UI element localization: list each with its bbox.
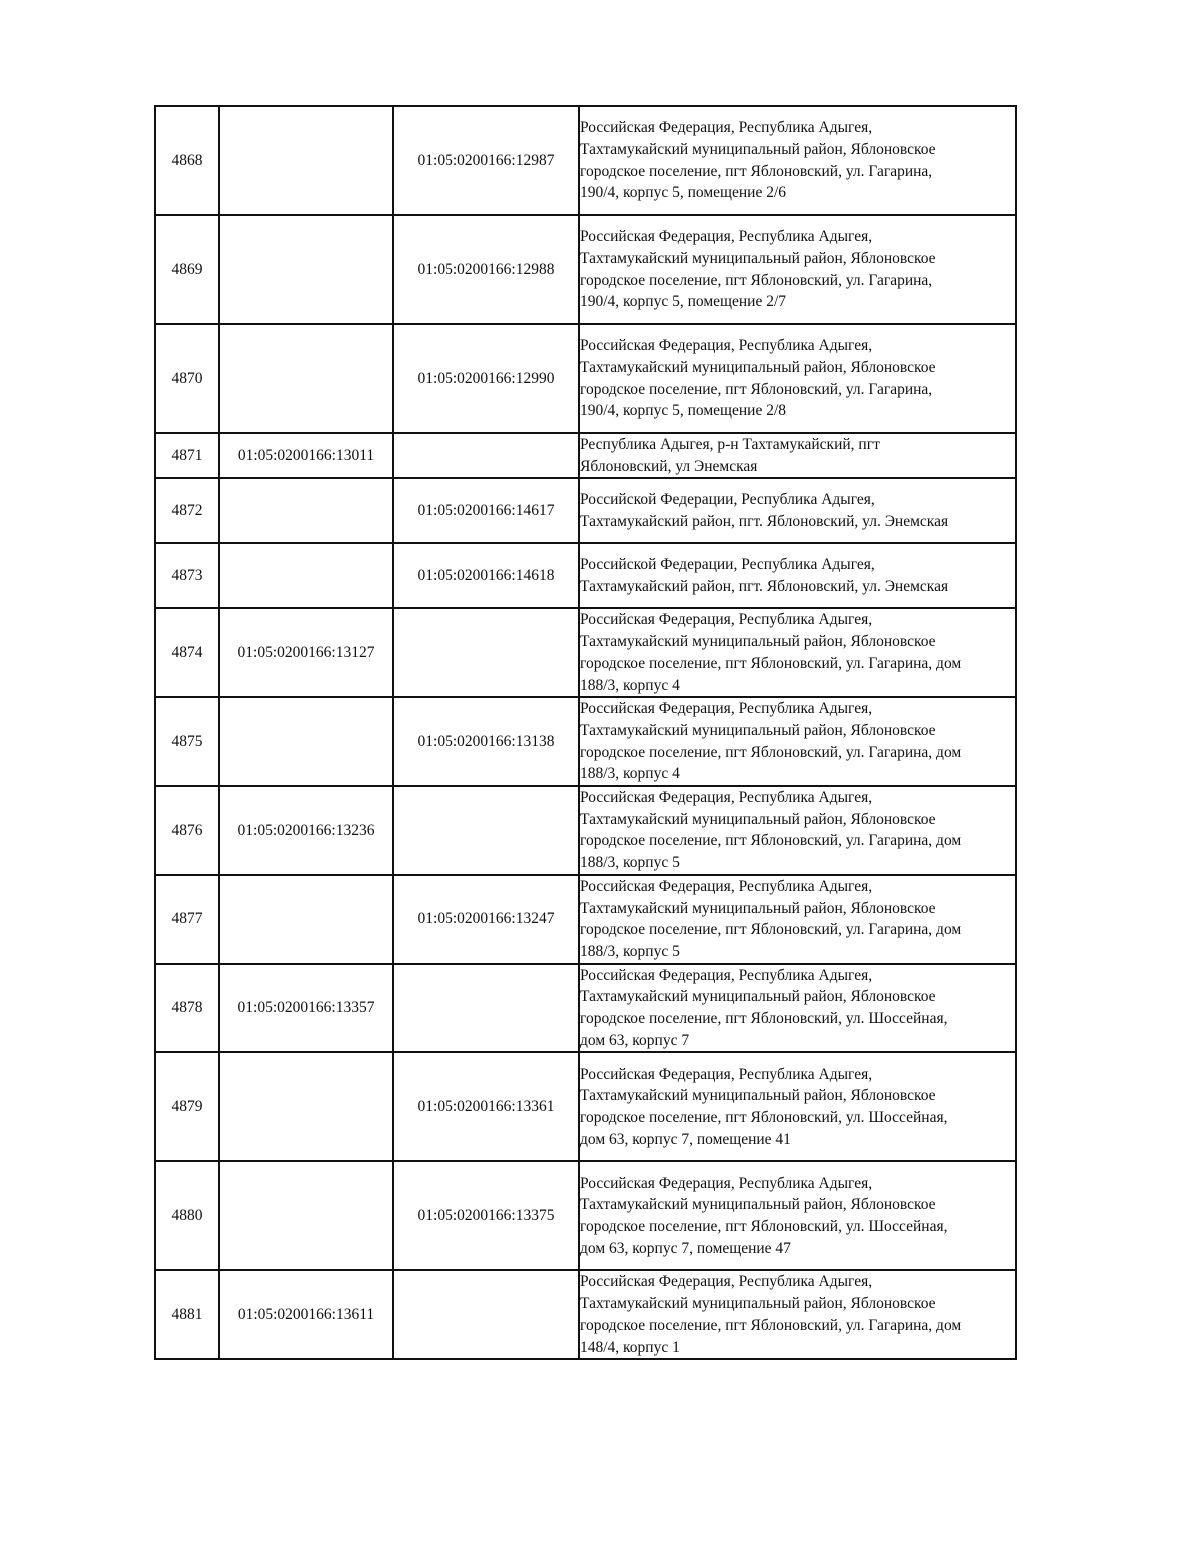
- row-number-cell: 4881: [155, 1270, 219, 1359]
- table-row: [155, 697, 1016, 786]
- registry-table: [154, 105, 1017, 1360]
- cadastral-object-cell: [393, 964, 579, 1053]
- address-cell: Российская Федерация, Республика Адыгея, Тахтамукайский муниципальный район, Яблоновское городское поселение, пгт Яблоновский, ул. Гагарина, дом 188/3, корпус 5: [579, 786, 1016, 875]
- cadastral-object-cell: 01:05:0200166:13375: [393, 1161, 579, 1270]
- address-cell: Российская Федерация, Республика Адыгея, Тахтамукайский муниципальный район, Яблоновское городское поселение, пгт Яблоновский, ул. Гагарина, дом 188/3, корпус 4: [579, 608, 1016, 697]
- row-number-cell: 4878: [155, 964, 219, 1053]
- row-number-cell: 4873: [155, 543, 219, 608]
- address-cell: Российская Федерация, Республика Адыгея, Тахтамукайский муниципальный район, Яблоновское городское поселение, пгт Яблоновский, ул. Гагарина, дом 148/4, корпус 1: [579, 1270, 1016, 1359]
- cadastral-land-cell: [219, 478, 393, 543]
- cadastral-object-cell: 01:05:0200166:14617: [393, 478, 579, 543]
- registry-table-body: [155, 106, 1016, 1359]
- row-number-cell: 4879: [155, 1052, 219, 1161]
- row-number-cell: 4874: [155, 608, 219, 697]
- table-row: [155, 786, 1016, 875]
- cadastral-land-cell: [219, 697, 393, 786]
- row-number-cell: 4868: [155, 106, 219, 215]
- cadastral-object-cell: 01:05:0200166:12990: [393, 324, 579, 433]
- table-row: [155, 608, 1016, 697]
- address-cell: Российская Федерация, Республика Адыгея, Тахтамукайский муниципальный район, Яблоновское городское поселение, пгт Яблоновский, ул. Гагарина, 190/4, корпус 5, помещение 2/6: [579, 106, 1016, 215]
- table-row: [155, 543, 1016, 608]
- table-row: [155, 478, 1016, 543]
- row-number-cell: 4871: [155, 433, 219, 478]
- table-row: [155, 106, 1016, 215]
- address-cell: Российская Федерация, Республика Адыгея, Тахтамукайский муниципальный район, Яблоновское городское поселение, пгт Яблоновский, ул. Шоссейная, дом 63, корпус 7, помещение 47: [579, 1161, 1016, 1270]
- cadastral-object-cell: 01:05:0200166:13247: [393, 875, 579, 964]
- table-row: [155, 1161, 1016, 1270]
- cadastral-object-cell: [393, 1270, 579, 1359]
- cadastral-land-cell: 01:05:0200166:13011: [219, 433, 393, 478]
- table-row: [155, 324, 1016, 433]
- cadastral-land-cell: [219, 324, 393, 433]
- cadastral-land-cell: 01:05:0200166:13357: [219, 964, 393, 1053]
- cadastral-object-cell: 01:05:0200166:13361: [393, 1052, 579, 1161]
- row-number-cell: 4870: [155, 324, 219, 433]
- address-cell: Республика Адыгея, р-н Тахтамукайский, пгт Яблоновский, ул Энемская: [579, 433, 1016, 478]
- table-row: [155, 1052, 1016, 1161]
- row-number-cell: 4869: [155, 215, 219, 324]
- address-cell: Российская Федерация, Республика Адыгея, Тахтамукайский муниципальный район, Яблоновское городское поселение, пгт Яблоновский, ул. Гагарина, дом 188/3, корпус 4: [579, 697, 1016, 786]
- address-cell: Российской Федерации, Республика Адыгея, Тахтамукайский район, пгт. Яблоновский, ул. Энемская: [579, 543, 1016, 608]
- address-cell: Российская Федерация, Республика Адыгея, Тахтамукайский муниципальный район, Яблоновское городское поселение, пгт Яблоновский, ул. Шоссейная, дом 63, корпус 7, помещение 41: [579, 1052, 1016, 1161]
- cadastral-land-cell: [219, 106, 393, 215]
- address-cell: Российская Федерация, Республика Адыгея, Тахтамукайский муниципальный район, Яблоновское городское поселение, пгт Яблоновский, ул. Шоссейная, дом 63, корпус 7: [579, 964, 1016, 1053]
- cadastral-object-cell: [393, 786, 579, 875]
- cadastral-land-cell: 01:05:0200166:13236: [219, 786, 393, 875]
- address-cell: Российской Федерации, Республика Адыгея, Тахтамукайский район, пгт. Яблоновский, ул. Энемская: [579, 478, 1016, 543]
- address-cell: Российская Федерация, Республика Адыгея, Тахтамукайский муниципальный район, Яблоновское городское поселение, пгт Яблоновский, ул. Гагарина, 190/4, корпус 5, помещение 2/8: [579, 324, 1016, 433]
- address-cell: Российская Федерация, Республика Адыгея, Тахтамукайский муниципальный район, Яблоновское городское поселение, пгт Яблоновский, ул. Гагарина, 190/4, корпус 5, помещение 2/7: [579, 215, 1016, 324]
- row-number-cell: 4872: [155, 478, 219, 543]
- cadastral-land-cell: 01:05:0200166:13611: [219, 1270, 393, 1359]
- cadastral-object-cell: [393, 433, 579, 478]
- table-row: [155, 433, 1016, 478]
- address-cell: Российская Федерация, Республика Адыгея, Тахтамукайский муниципальный район, Яблоновское городское поселение, пгт Яблоновский, ул. Гагарина, дом 188/3, корпус 5: [579, 875, 1016, 964]
- table-row: [155, 875, 1016, 964]
- row-number-cell: 4880: [155, 1161, 219, 1270]
- row-number-cell: 4876: [155, 786, 219, 875]
- row-number-cell: 4875: [155, 697, 219, 786]
- row-number-cell: 4877: [155, 875, 219, 964]
- table-row: [155, 964, 1016, 1053]
- cadastral-land-cell: [219, 1052, 393, 1161]
- cadastral-object-cell: 01:05:0200166:12987: [393, 106, 579, 215]
- cadastral-land-cell: [219, 215, 393, 324]
- cadastral-land-cell: [219, 543, 393, 608]
- cadastral-land-cell: [219, 875, 393, 964]
- table-row: [155, 1270, 1016, 1359]
- cadastral-object-cell: [393, 608, 579, 697]
- cadastral-object-cell: 01:05:0200166:13138: [393, 697, 579, 786]
- cadastral-object-cell: 01:05:0200166:14618: [393, 543, 579, 608]
- cadastral-land-cell: 01:05:0200166:13127: [219, 608, 393, 697]
- table-row: [155, 215, 1016, 324]
- cadastral-object-cell: 01:05:0200166:12988: [393, 215, 579, 324]
- cadastral-land-cell: [219, 1161, 393, 1270]
